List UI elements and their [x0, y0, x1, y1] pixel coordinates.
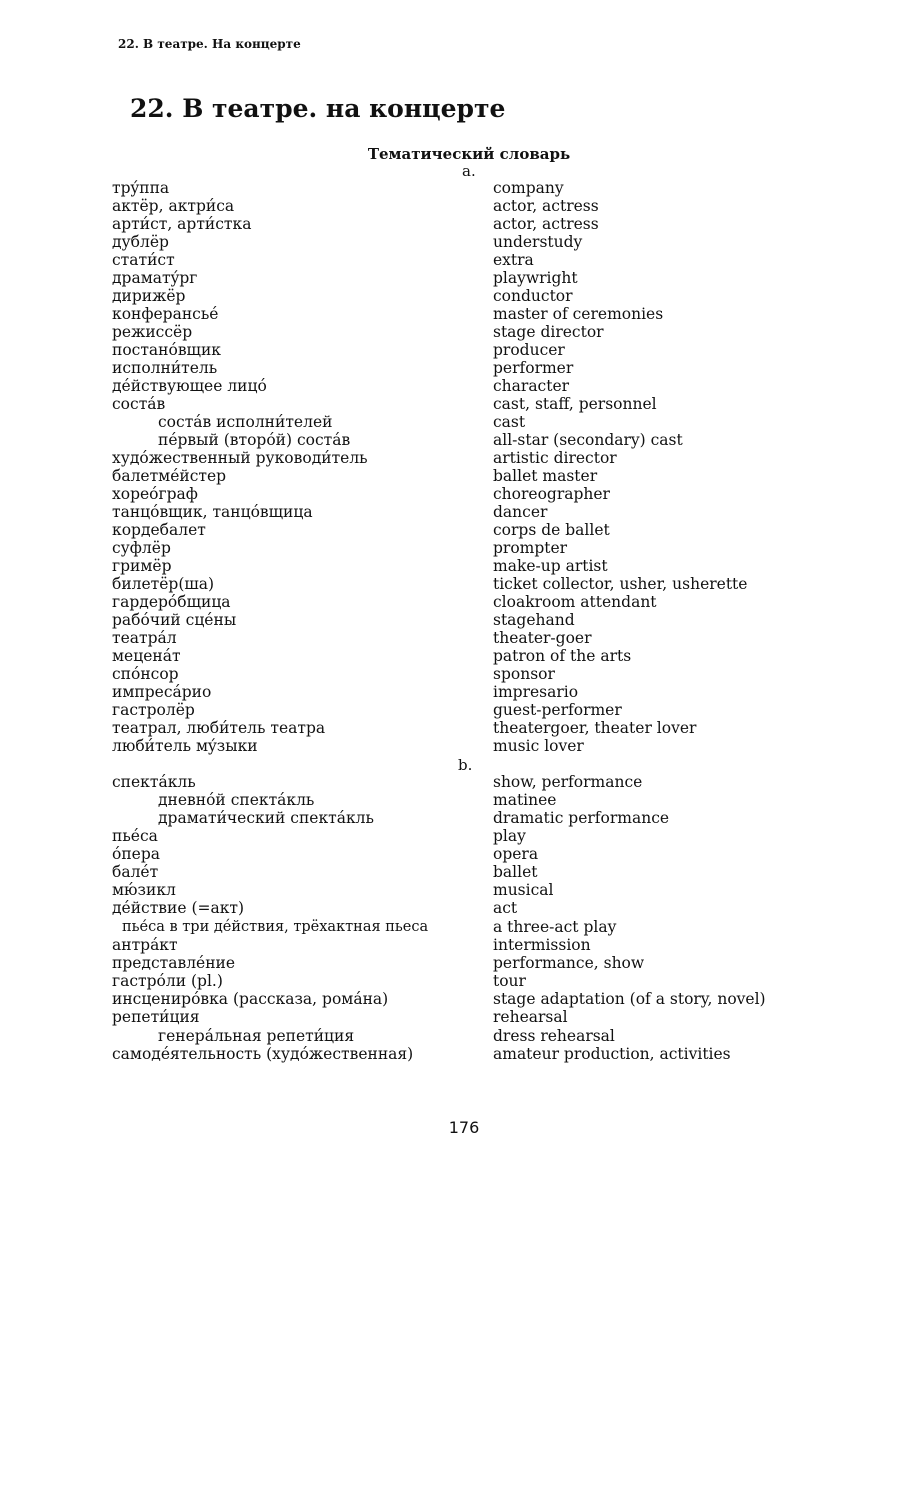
vocab-entry — [0, 629, 918, 647]
english-term: stage director — [493, 323, 604, 341]
russian-term: арти́ст, арти́стка — [112, 215, 252, 233]
vocab-entry — [0, 918, 918, 936]
english-term: rehearsal — [493, 1008, 568, 1026]
vocab-entry — [0, 863, 918, 881]
vocab-entry — [0, 557, 918, 575]
english-term: act — [493, 899, 518, 917]
vocab-entry — [0, 539, 918, 557]
page-number: 176 — [448, 1118, 480, 1137]
vocab-entry — [0, 593, 918, 611]
russian-term: рабóчий сцéны — [112, 611, 237, 629]
english-term: dress rehearsal — [493, 1027, 615, 1045]
russian-term: люби́тель мýзыки — [112, 737, 258, 755]
vocab-entry — [0, 773, 918, 791]
vocab-entry — [0, 269, 918, 287]
russian-term: пье́са — [112, 827, 158, 845]
english-term: theater-goer — [493, 629, 592, 647]
russian-term: гастрóли (pl.) — [112, 972, 223, 990]
english-term: tour — [493, 972, 526, 990]
vocab-entry — [0, 809, 918, 827]
vocab-entry — [0, 990, 918, 1008]
english-term: a three-act play — [493, 918, 617, 936]
russian-term: балетмéйстер — [112, 467, 227, 485]
vocab-entry — [0, 719, 918, 737]
vocab-entry — [0, 845, 918, 863]
russian-term: кордебалет — [112, 521, 206, 539]
vocab-entry — [0, 899, 918, 917]
russian-term: пье́са в три дéйствия, трёхактная пьеса — [122, 919, 429, 935]
vocab-entry — [0, 395, 918, 413]
vocab-entry — [0, 377, 918, 395]
english-term: show, performance — [493, 773, 643, 791]
vocab-entry — [0, 341, 918, 359]
russian-term: мю́зикл — [112, 881, 176, 899]
russian-term: дублёр — [112, 233, 169, 251]
section-marker-b: b. — [458, 756, 473, 774]
english-term: choreographer — [493, 485, 610, 503]
english-term: all-star (secondary) cast — [493, 431, 683, 449]
english-term: ticket collector, usher, usherette — [493, 575, 748, 593]
english-term: sponsor — [493, 665, 555, 683]
russian-term: антрáкт — [112, 936, 178, 954]
vocab-entry — [0, 413, 918, 431]
dictionary-heading: Тематический словарь — [367, 145, 571, 163]
vocab-entry — [0, 359, 918, 377]
chapter-title: 22. В театре. на концерте — [130, 94, 506, 123]
russian-term: óпера — [112, 845, 160, 863]
vocab-entry — [0, 431, 918, 449]
vocab-entry — [0, 251, 918, 269]
english-term: matinee — [493, 791, 557, 809]
english-term: actor, actress — [493, 197, 599, 215]
vocab-entry — [0, 972, 918, 990]
vocab-entry — [0, 179, 918, 197]
russian-term: гардерóбщица — [112, 593, 231, 611]
english-term: prompter — [493, 539, 568, 557]
vocab-entry — [0, 215, 918, 233]
russian-term: драматýрг — [112, 269, 198, 287]
english-term: master of ceremonies — [493, 305, 664, 323]
english-term: opera — [493, 845, 539, 863]
russian-term: драмати́ческий спектáкль — [158, 809, 374, 827]
russian-term: дирижёр — [112, 287, 186, 305]
russian-term: билетёр(ша) — [112, 575, 215, 593]
english-term: understudy — [493, 233, 583, 251]
vocab-entry — [0, 305, 918, 323]
vocab-entry — [0, 467, 918, 485]
vocab-entry — [0, 197, 918, 215]
vocab-entry — [0, 503, 918, 521]
english-term: impresario — [493, 683, 579, 701]
russian-term: состáв исполни́телей — [158, 413, 333, 431]
english-term: make-up artist — [493, 557, 608, 575]
russian-term: генерáльная репети́ция — [158, 1027, 355, 1045]
russian-term: инсцениро́вка (рассказа, ромáна) — [112, 990, 389, 1008]
english-term: guest-performer — [493, 701, 622, 719]
russian-term: танцóвщик, танцóвщица — [112, 503, 313, 521]
english-term: ballet master — [493, 467, 598, 485]
vocab-entry — [0, 683, 918, 701]
russian-term: театрал, люби́тель театра — [112, 719, 326, 737]
english-term: patron of the arts — [493, 647, 632, 665]
running-head: 22. В театре. На концерте — [118, 37, 301, 51]
russian-term: гримёр — [112, 557, 172, 575]
english-term: company — [493, 179, 564, 197]
russian-term: меценáт — [112, 647, 181, 665]
russian-term: трýппа — [112, 179, 170, 197]
english-term: stage adaptation (of a story, novel) — [493, 990, 766, 1008]
english-term: conductor — [493, 287, 573, 305]
english-term: stagehand — [493, 611, 575, 629]
vocab-entry — [0, 1027, 918, 1045]
russian-term: стати́ст — [112, 251, 175, 269]
english-term: amateur production, activities — [493, 1045, 731, 1063]
english-term: performance, show — [493, 954, 645, 972]
russian-term: представлéние — [112, 954, 236, 972]
vocab-entry — [0, 1045, 918, 1063]
vocab-entry — [0, 1008, 918, 1026]
russian-term: дéйствие (=акт) — [112, 899, 245, 917]
russian-term: самодéятельность (худóжественная) — [112, 1045, 414, 1063]
vocab-entry — [0, 881, 918, 899]
vocab-entry — [0, 611, 918, 629]
vocab-entry — [0, 737, 918, 755]
english-term: musical — [493, 881, 554, 899]
russian-term: худóжественный руководи́тель — [112, 449, 368, 467]
vocab-entry — [0, 233, 918, 251]
english-term: play — [493, 827, 526, 845]
russian-term: конферансье́ — [112, 305, 219, 323]
english-term: ballet — [493, 863, 538, 881]
english-term: actor, actress — [493, 215, 599, 233]
english-term: intermission — [493, 936, 591, 954]
english-term: cast — [493, 413, 526, 431]
english-term: character — [493, 377, 570, 395]
russian-term: пéрвый (вторóй) состáв — [158, 431, 351, 449]
vocab-entry — [0, 521, 918, 539]
russian-term: режиссёр — [112, 323, 193, 341]
russian-term: спóнсор — [112, 665, 179, 683]
russian-term: репети́ция — [112, 1008, 200, 1026]
vocab-entry — [0, 791, 918, 809]
vocab-entry — [0, 665, 918, 683]
vocab-entry — [0, 323, 918, 341]
english-term: dancer — [493, 503, 548, 521]
vocab-entry — [0, 449, 918, 467]
vocab-entry — [0, 936, 918, 954]
russian-term: состáв — [112, 395, 166, 413]
russian-term: суфлёр — [112, 539, 171, 557]
english-term: artistic director — [493, 449, 617, 467]
russian-term: гастролёр — [112, 701, 195, 719]
english-term: cloakroom attendant — [493, 593, 657, 611]
english-term: performer — [493, 359, 574, 377]
english-term: cast, staff, personnel — [493, 395, 657, 413]
english-term: playwright — [493, 269, 578, 287]
vocab-entry — [0, 647, 918, 665]
english-term: dramatic performance — [493, 809, 670, 827]
russian-term: спектáкль — [112, 773, 196, 791]
section-marker-a: a. — [462, 162, 476, 180]
english-term: corps de ballet — [493, 521, 610, 539]
english-term: music lover — [493, 737, 584, 755]
russian-term: постанóвщик — [112, 341, 221, 359]
vocab-entry — [0, 954, 918, 972]
english-term: producer — [493, 341, 565, 359]
vocab-entry — [0, 575, 918, 593]
russian-term: исполни́тель — [112, 359, 218, 377]
vocab-entry — [0, 485, 918, 503]
vocab-entry — [0, 701, 918, 719]
russian-term: хореóграф — [112, 485, 198, 503]
english-term: extra — [493, 251, 534, 269]
russian-term: театрáл — [112, 629, 177, 647]
vocab-entry — [0, 827, 918, 845]
english-term: theatergoer, theater lover — [493, 719, 697, 737]
russian-term: дéйствующее лицó — [112, 377, 267, 395]
vocab-entry — [0, 287, 918, 305]
russian-term: балéт — [112, 863, 159, 881]
russian-term: дневнóй спектáкль — [158, 791, 315, 809]
russian-term: импресáрио — [112, 683, 212, 701]
russian-term: актёр, актри́са — [112, 197, 235, 215]
